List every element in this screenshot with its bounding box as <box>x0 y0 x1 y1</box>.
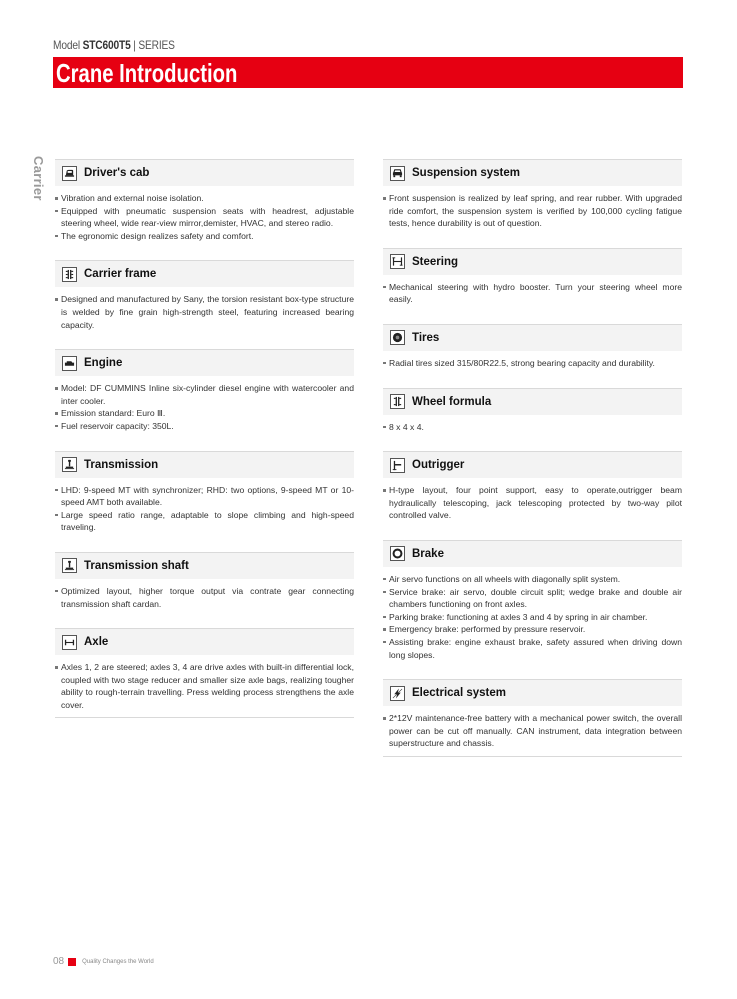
section-header <box>55 349 354 376</box>
section-transmission-shaft <box>55 552 354 610</box>
bullet-item: Mechanical steering with hydro booster. Turn your steering wheel more easily. <box>383 281 682 306</box>
section-outrigger <box>383 451 682 522</box>
bullet-list <box>383 281 682 306</box>
steering-icon <box>390 254 405 269</box>
section-header <box>55 159 354 186</box>
bullet-item: Optimized layout, higher torque output via contrate gear connecting transmission shaft cardan. <box>55 585 354 610</box>
section-title: Engine <box>84 357 123 370</box>
left-column <box>55 159 354 718</box>
section-body <box>55 376 354 432</box>
section-header <box>55 260 354 287</box>
section-gap <box>383 370 682 388</box>
bullet-item: H-type layout, four point support, easy to operate,outrigger beam hydraulically telescoping, jack telescoping protected by two-way pilot controlled valve. <box>383 484 682 522</box>
section-title: Electrical system <box>412 687 506 700</box>
outrigger-icon <box>390 458 405 473</box>
section-tires <box>383 324 682 370</box>
section-title: Outrigger <box>412 459 465 472</box>
section-carrier-frame <box>55 260 354 331</box>
section-brake <box>383 540 682 661</box>
bullet-list <box>383 484 682 522</box>
section-title: Carrier frame <box>84 268 157 281</box>
section-title: Driver's cab <box>84 167 150 179</box>
bullet-item: Large speed ratio range, adaptable to slope climbing and high-speed traveling. <box>55 509 354 534</box>
bullet-item: 2*12V maintenance-free battery with a mechanical power switch, the overall power can be cut off manually. CAN instrument, data integration between superstructure and chassis. <box>383 712 682 750</box>
suspension-icon <box>390 166 405 181</box>
section-suspension-system <box>383 159 682 230</box>
section-title: Axle <box>84 636 109 649</box>
bullet-list <box>55 661 354 711</box>
page-title: Crane Introduction <box>56 58 238 88</box>
section-header <box>55 552 354 579</box>
section-wheel-formula <box>383 388 682 434</box>
section-header <box>383 540 682 567</box>
section-engine <box>55 349 354 432</box>
footer <box>53 956 154 967</box>
section-header <box>383 248 682 275</box>
model-prefix: Model <box>53 38 80 52</box>
section-gap <box>383 230 682 248</box>
section-axle <box>55 628 354 711</box>
section-body <box>383 351 682 370</box>
wheel-formula-icon <box>390 394 405 409</box>
bullet-list <box>383 357 682 370</box>
section-body <box>383 275 682 306</box>
section-transmission <box>55 451 354 534</box>
bullet-item: 8 x 4 x 4. <box>383 421 682 434</box>
brand-square <box>68 958 76 966</box>
section-body <box>383 186 682 230</box>
bullet-list <box>55 484 354 534</box>
section-header <box>383 388 682 415</box>
bullet-item: LHD: 9-speed MT with synchronizer; RHD: two options, 9-speed MT or 10-speed AMT both available. <box>55 484 354 509</box>
bullet-list <box>383 712 682 750</box>
bullet-item: Emission standard: Euro Ⅲ. <box>55 407 354 420</box>
bullet-item: Equipped with pneumatic suspension seats with headrest, adjustable steering wheel, wide rear-view mirror,demister, HVAC, and stereo radio. <box>55 205 354 230</box>
section-gap <box>383 433 682 451</box>
bullet-item: Emergency brake: performed by pressure reservoir. <box>383 623 682 636</box>
section-body <box>383 567 682 661</box>
section-gap <box>383 661 682 679</box>
section-title: Wheel formula <box>412 395 492 408</box>
bullet-item: Designed and manufactured by Sany, the torsion resistant box-type structure is welded by fine grain high-strength steel, featuring increased bearing capacity. <box>55 293 354 331</box>
axle-icon <box>62 635 77 650</box>
right-column <box>383 159 682 757</box>
section-gap <box>55 242 354 260</box>
divider <box>383 756 682 757</box>
bullet-list <box>55 192 354 242</box>
side-label: Carrier <box>31 156 46 201</box>
engine-icon <box>62 356 77 371</box>
bullet-list <box>383 192 682 230</box>
section-title: Suspension system <box>412 167 521 179</box>
bullet-item: Radial tires sized 315/80R22.5, strong bearing capacity and durability. <box>383 357 682 370</box>
section-gap <box>55 610 354 628</box>
section-body <box>55 287 354 331</box>
section-electrical-system <box>383 679 682 750</box>
brake-icon <box>390 546 405 561</box>
section-title: Steering <box>412 255 459 268</box>
bullet-item: The egronomic design realizes safety and comfort. <box>55 230 354 243</box>
lightning-icon <box>390 686 405 701</box>
gear-lever-icon <box>62 558 77 573</box>
section-body <box>383 706 682 750</box>
section-gap <box>55 534 354 552</box>
bullet-item: Parking brake: functioning at axles 3 and 4 by spring in air chamber. <box>383 611 682 624</box>
section-body <box>55 478 354 534</box>
bullet-list <box>55 293 354 331</box>
section-header <box>55 451 354 478</box>
bullet-list <box>55 585 354 610</box>
bullet-item: Front suspension is realized by leaf spring, and rear rubber. With upgraded ride comfort, the suspension system is verified by 100,000 cycling fatigue tests, hence durability is out of question. <box>383 192 682 230</box>
section-steering <box>383 248 682 306</box>
bullet-item: Vibration and external noise isolation. <box>55 192 354 205</box>
bullet-list <box>383 573 682 661</box>
footer-tagline: Quality Changes the World <box>82 958 154 965</box>
section-header <box>383 324 682 351</box>
section-gap <box>383 522 682 540</box>
bullet-item: Model: DF CUMMINS Inline six-cylinder diesel engine with watercooler and inter cooler. <box>55 382 354 407</box>
section-body <box>383 478 682 522</box>
model-code: STC600T5 <box>82 38 131 52</box>
bullet-item: Axles 1, 2 are steered; axles 3, 4 are drive axles with built-in differential lock, coupled with two stage reducer and smaller size axle bags, realizing tougher ability to rough-terrain travelling. Press welding process strengthens the axle cover. <box>55 661 354 711</box>
bullet-item: Assisting brake: engine exhaust brake, safety assured when driving down long slopes. <box>383 636 682 661</box>
frame-icon <box>62 267 77 282</box>
section-header <box>383 159 682 186</box>
section-body <box>383 415 682 434</box>
model-suffix: | SERIES <box>133 38 175 52</box>
tire-icon <box>390 330 405 345</box>
gear-lever-icon <box>62 457 77 472</box>
page-number: 08 <box>53 956 65 967</box>
section-header <box>383 451 682 478</box>
section-header <box>55 628 354 655</box>
bullet-list <box>383 421 682 434</box>
page-title-bar <box>53 57 683 88</box>
cab-icon <box>62 166 77 181</box>
section-title: Transmission shaft <box>84 559 189 572</box>
section-body <box>55 579 354 610</box>
model-line <box>53 38 175 52</box>
section-header <box>383 679 682 706</box>
divider <box>55 717 354 718</box>
section-driver-s-cab <box>55 159 354 242</box>
section-gap <box>55 331 354 349</box>
bullet-item: Air servo functions on all wheels with diagonally split system. <box>383 573 682 586</box>
section-body <box>55 186 354 242</box>
bullet-item: Fuel reservoir capacity: 350L. <box>55 420 354 433</box>
section-gap <box>383 306 682 324</box>
section-title: Tires <box>412 331 440 344</box>
section-body <box>55 655 354 711</box>
section-title: Brake <box>412 547 444 560</box>
section-title: Transmission <box>84 458 159 471</box>
section-gap <box>55 433 354 451</box>
bullet-list <box>55 382 354 432</box>
bullet-item: Service brake: air servo, double circuit split; wedge brake and double air chambers functioning on front axles. <box>383 586 682 611</box>
